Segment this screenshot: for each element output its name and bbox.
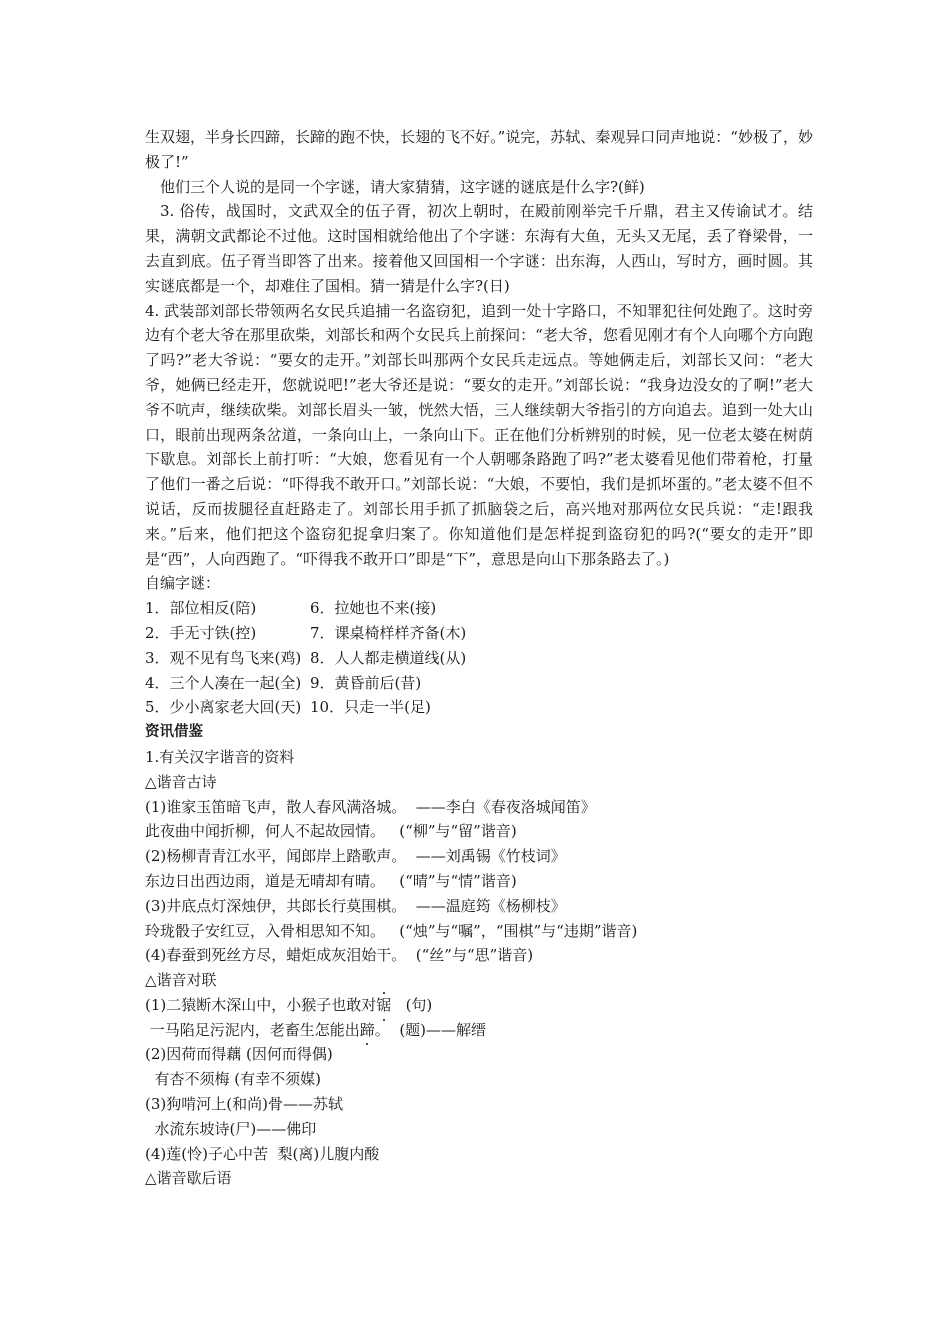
emphasis-mark: 蹄 (360, 1018, 375, 1043)
poem-line: (3)井底点灯深烛伊，共郎长行莫围棋。 ——温庭筠《杨柳枝》 (145, 896, 566, 915)
poem-line: (4)春蚕到死丝方尽，蜡炬成灰泪始干。 (“丝”与“思”谐音) (145, 946, 534, 965)
riddle-item: 5．少小离家老大回(天) (145, 698, 302, 717)
couplets-title: △谐音对联 (145, 971, 217, 990)
couplet-line (145, 1018, 813, 1043)
self-riddles-title: 自编字谜： (145, 574, 221, 593)
xiehouyu-title: △谐音歇后语 (145, 1169, 232, 1188)
poem-line: 此夜曲中闻折柳，何人不起故园情。 (“柳”与“留”谐音) (145, 822, 517, 841)
riddle-item: 3．观不见有鸟飞来(鸡) (145, 648, 302, 667)
couplet-text: (1)二猿断木深山中，小猴子也敢对 (145, 995, 377, 1014)
riddle-item: 7．课桌椅样样齐备(木) (310, 623, 467, 642)
poem-line: (1)谁家玉笛暗飞声，散人春风满洛城。 ——李白《春夜洛城闻笛》 (145, 797, 596, 816)
riddle-item: 8．人人都走横道线(从) (310, 648, 467, 667)
couplet-line: (4)莲(怜)子心中苦 梨(离)儿腹内酸 (145, 1144, 380, 1163)
riddle-item: 6．拉她也不来(接) (310, 599, 437, 618)
riddle-item: 1．部位相反(陪) (145, 599, 257, 618)
riddle-item: 9．黄昏前后(昔) (310, 673, 422, 692)
couplet-line: (3)狗啃河上(和尚)骨——苏轼 (145, 1095, 343, 1114)
couplet-line: 有杏不须梅 (有幸不须媒) (145, 1070, 322, 1089)
subsection-title: 1.有关汉字谐音的资料 (145, 747, 295, 766)
couplet-text: (句) (391, 995, 433, 1014)
document-body (145, 125, 813, 1191)
paragraph-riddle-2-question: 他们三个人说的是同一个字谜，请大家猜猜，这字谜的谜底是什么字?(鲜) (160, 177, 645, 196)
emphasis-mark: 锯 (376, 993, 391, 1018)
couplet-line: 水流东坡诗(尸)——佛印 (145, 1119, 317, 1138)
couplet-line (145, 993, 813, 1018)
paragraph-riddle-4: 4. 武装部刘部长带领两名女民兵追捕一名盗窃犯，追到一处十字路口，不知罪犯往何处跑了。这时旁边有个老大爷在那里砍柴，刘部长和两个女民兵上前探问：“老大爷，您看见刚才有个人向哪个方向跑了吗?”老大爷说：“要女的走开。”刘部长叫那两个女民兵走远点。等她俩走后，刘部长又问：“老大爷，她俩已经走开，您就说吧!”老大爷还是说：“要女的走开。”刘部长说：“我身边没女的了啊!”老大爷不吭声，继续砍柴。刘部长眉头一皱，恍然大悟，三人继续朝大爷指引的方向追去。追到一处大山口，眼前出现两条岔道，一条向山上，一条向山下。正在他们分析辨别的时候，见一位老太婆在树荫下歇息。刘部长上前打听：“大娘，您看见有一个人朝哪条路跑了吗?”老太婆看见他们带着枪，打量了他们一番之后说：“吓得我不敢开口。”刘部长说：“大娘，不要怕，我们是抓坏蛋的。”老太婆不但不说话，反而拔腿径直赶路走了。刘部长用手抓了抓脑袋之后，高兴地对那两位女民兵说：“走!跟我来。”后来，他们把这个盗窃犯捉拿归案了。你知道他们是怎样捉到盗窃犯的吗?(“要女的走开”即是“西”，人向西跑了。“吓得我不敢开口”即是“下”，意思是向山下那条路去了。) (145, 301, 813, 568)
couplet-line: (2)因荷而得藕 (因何而得偶) (145, 1045, 333, 1064)
couplet-text: 一马陷足污泥内，老畜生怎能出 (145, 1020, 360, 1039)
poem-line: (2)杨柳青青江水平，闻郎岸上踏歌声。 ——刘禹锡《竹枝词》 (145, 847, 566, 866)
paragraph-riddle-3: 3. 俗传，战国时，文武双全的伍子胥，初次上朝时，在殿前刚举完千斤鼎，君主又传谕试才。结果，满朝文武都论不过他。这时国相就给他出了个字谜：东海有大鱼，无头又无尾，丢了脊梁骨，一去直到底。伍子胥当即答了出来。接着他又回国相一个字谜：出东海，人西山，写时方，画时圆。其实谜底都是一个，却难住了国相。猜一猜是什么字?(日) (145, 202, 813, 295)
riddle-item: 2．手无寸铁(控) (145, 623, 257, 642)
riddle-item: 10．只走一半(足) (310, 698, 431, 717)
riddle-item: 4．三个人凑在一起(全) (145, 673, 302, 692)
poems-title: △谐音古诗 (145, 772, 217, 791)
poem-line: 东边日出西边雨，道是无晴却有晴。 (“晴”与“情”谐音) (145, 871, 517, 890)
poem-line: 玲珑骰子安红豆，入骨相思知不知。 (“烛”与“嘱”，“围棋”与“违期”谐音) (145, 921, 638, 940)
paragraph-riddle-2-end: 生双翅，半身长四蹄，长蹄的跑不快，长翅的飞不好。”说完，苏轼、秦观异口同声地说：“妙极了，妙极了!” (145, 128, 813, 171)
self-riddles-list (145, 596, 813, 720)
couplet-text: 。 (题)——解缙 (374, 1020, 487, 1039)
section-heading: 资讯借鉴 (145, 724, 203, 741)
